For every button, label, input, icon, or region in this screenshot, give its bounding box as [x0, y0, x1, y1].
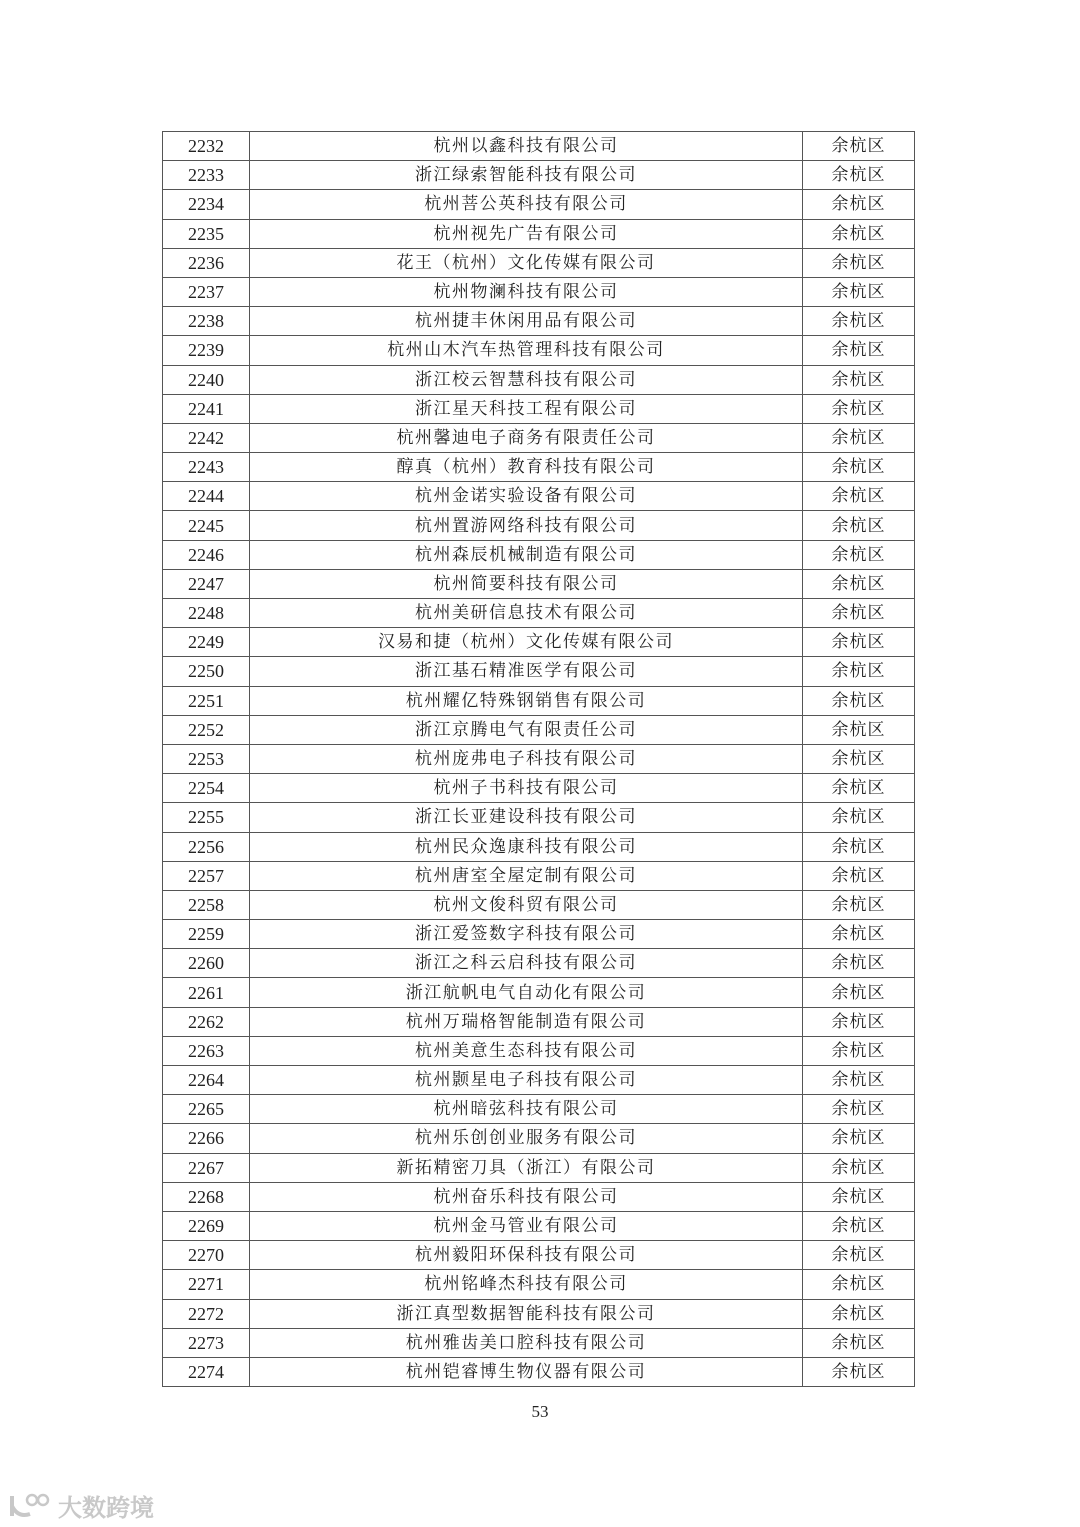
district: 余杭区	[803, 307, 915, 336]
company-name: 杭州简要科技有限公司	[250, 569, 803, 598]
table-row	[163, 394, 915, 423]
table-row	[163, 307, 915, 336]
row-number: 2258	[163, 890, 250, 919]
row-number: 2244	[163, 482, 250, 511]
company-name: 杭州万瑞格智能制造有限公司	[250, 1007, 803, 1036]
company-name: 杭州奋乐科技有限公司	[250, 1182, 803, 1211]
row-number: 2265	[163, 1095, 250, 1124]
table-row	[163, 1357, 915, 1386]
table-row	[163, 190, 915, 219]
table-row	[163, 277, 915, 306]
table-row	[163, 453, 915, 482]
company-name: 杭州民众逸康科技有限公司	[250, 832, 803, 861]
table-row	[163, 774, 915, 803]
district: 余杭区	[803, 1124, 915, 1153]
district: 余杭区	[803, 1328, 915, 1357]
company-name: 杭州菩公英科技有限公司	[250, 190, 803, 219]
row-number: 2245	[163, 511, 250, 540]
district: 余杭区	[803, 920, 915, 949]
table-row	[163, 132, 915, 161]
company-name: 杭州金诺实验设备有限公司	[250, 482, 803, 511]
company-name: 杭州雅齿美口腔科技有限公司	[250, 1328, 803, 1357]
row-number: 2234	[163, 190, 250, 219]
company-name: 浙江真型数据智能科技有限公司	[250, 1299, 803, 1328]
company-name: 杭州耀亿特殊钢销售有限公司	[250, 686, 803, 715]
row-number: 2246	[163, 540, 250, 569]
company-name: 杭州庞弗电子科技有限公司	[250, 744, 803, 773]
row-number: 2259	[163, 920, 250, 949]
table-row	[163, 540, 915, 569]
table-row	[163, 832, 915, 861]
company-name: 杭州以鑫科技有限公司	[250, 132, 803, 161]
company-name: 浙江爱签数字科技有限公司	[250, 920, 803, 949]
table-row	[163, 803, 915, 832]
district: 余杭区	[803, 453, 915, 482]
district: 余杭区	[803, 540, 915, 569]
row-number: 2250	[163, 657, 250, 686]
district: 余杭区	[803, 132, 915, 161]
company-name: 汉易和捷（杭州）文化传媒有限公司	[250, 628, 803, 657]
table-row	[163, 978, 915, 1007]
table-row	[163, 686, 915, 715]
company-name: 杭州美意生态科技有限公司	[250, 1036, 803, 1065]
district: 余杭区	[803, 832, 915, 861]
district: 余杭区	[803, 599, 915, 628]
table-row	[163, 569, 915, 598]
district: 余杭区	[803, 774, 915, 803]
company-name: 新拓精密刀具（浙江）有限公司	[250, 1153, 803, 1182]
company-name: 杭州视先广告有限公司	[250, 219, 803, 248]
district: 余杭区	[803, 890, 915, 919]
company-name: 浙江京腾电气有限责任公司	[250, 715, 803, 744]
row-number: 2249	[163, 628, 250, 657]
row-number: 2261	[163, 978, 250, 1007]
company-name: 浙江绿索智能科技有限公司	[250, 161, 803, 190]
district: 余杭区	[803, 657, 915, 686]
table-row	[163, 1211, 915, 1240]
district: 余杭区	[803, 394, 915, 423]
row-number: 2243	[163, 453, 250, 482]
row-number: 2270	[163, 1241, 250, 1270]
district: 余杭区	[803, 336, 915, 365]
table-row	[163, 511, 915, 540]
row-number: 2238	[163, 307, 250, 336]
row-number: 2263	[163, 1036, 250, 1065]
row-number: 2237	[163, 277, 250, 306]
watermark-text: 大数跨境	[58, 1494, 154, 1522]
district: 余杭区	[803, 569, 915, 598]
row-number: 2247	[163, 569, 250, 598]
district: 余杭区	[803, 1357, 915, 1386]
table-row	[163, 482, 915, 511]
company-name: 杭州毅阳环保科技有限公司	[250, 1241, 803, 1270]
company-name: 浙江航帆电气自动化有限公司	[250, 978, 803, 1007]
row-number: 2240	[163, 365, 250, 394]
table-row	[163, 248, 915, 277]
district: 余杭区	[803, 1036, 915, 1065]
row-number: 2273	[163, 1328, 250, 1357]
row-number: 2254	[163, 774, 250, 803]
district: 余杭区	[803, 365, 915, 394]
table-row	[163, 920, 915, 949]
table-row	[163, 1299, 915, 1328]
row-number: 2262	[163, 1007, 250, 1036]
table-row	[163, 1153, 915, 1182]
district: 余杭区	[803, 1095, 915, 1124]
company-name: 浙江长亚建设科技有限公司	[250, 803, 803, 832]
page-number: 53	[531, 1402, 549, 1421]
district: 余杭区	[803, 949, 915, 978]
table-row	[163, 1270, 915, 1299]
company-name: 杭州文俊科贸有限公司	[250, 890, 803, 919]
table-row	[163, 599, 915, 628]
table-row	[163, 336, 915, 365]
table-row	[163, 1066, 915, 1095]
district: 余杭区	[803, 1153, 915, 1182]
district: 余杭区	[803, 803, 915, 832]
company-name: 杭州铭峰杰科技有限公司	[250, 1270, 803, 1299]
company-name: 杭州山木汽车热管理科技有限公司	[250, 336, 803, 365]
district: 余杭区	[803, 1182, 915, 1211]
row-number: 2252	[163, 715, 250, 744]
table-row	[163, 365, 915, 394]
company-name: 杭州馨迪电子商务有限责任公司	[250, 423, 803, 452]
company-name: 杭州铠睿博生物仪器有限公司	[250, 1357, 803, 1386]
table-row	[163, 219, 915, 248]
row-number: 2242	[163, 423, 250, 452]
table-row	[163, 1007, 915, 1036]
district: 余杭区	[803, 1211, 915, 1240]
district: 余杭区	[803, 277, 915, 306]
table-row	[163, 1328, 915, 1357]
table-row	[163, 657, 915, 686]
row-number: 2235	[163, 219, 250, 248]
company-name: 杭州美研信息技术有限公司	[250, 599, 803, 628]
row-number: 2271	[163, 1270, 250, 1299]
company-name: 浙江校云智慧科技有限公司	[250, 365, 803, 394]
table-row	[163, 628, 915, 657]
table-row	[163, 1036, 915, 1065]
district: 余杭区	[803, 686, 915, 715]
table-row	[163, 744, 915, 773]
district: 余杭区	[803, 1270, 915, 1299]
table-row	[163, 1241, 915, 1270]
row-number: 2266	[163, 1124, 250, 1153]
company-name: 浙江之科云启科技有限公司	[250, 949, 803, 978]
company-name: 杭州唐室全屋定制有限公司	[250, 861, 803, 890]
row-number: 2232	[163, 132, 250, 161]
district: 余杭区	[803, 1241, 915, 1270]
company-table	[162, 131, 915, 1387]
district: 余杭区	[803, 715, 915, 744]
company-name: 浙江基石精准医学有限公司	[250, 657, 803, 686]
watermark	[8, 1488, 154, 1523]
table-row	[163, 861, 915, 890]
company-name: 杭州物澜科技有限公司	[250, 277, 803, 306]
district: 余杭区	[803, 219, 915, 248]
company-name: 杭州暗弦科技有限公司	[250, 1095, 803, 1124]
row-number: 2253	[163, 744, 250, 773]
company-name: 杭州森辰机械制造有限公司	[250, 540, 803, 569]
row-number: 2260	[163, 949, 250, 978]
row-number: 2274	[163, 1357, 250, 1386]
district: 余杭区	[803, 161, 915, 190]
table-row	[163, 1182, 915, 1211]
watermark-logo-icon	[8, 1492, 52, 1520]
row-number: 2255	[163, 803, 250, 832]
row-number: 2241	[163, 394, 250, 423]
district: 余杭区	[803, 511, 915, 540]
company-name: 杭州颢星电子科技有限公司	[250, 1066, 803, 1095]
district: 余杭区	[803, 482, 915, 511]
row-number: 2239	[163, 336, 250, 365]
row-number: 2256	[163, 832, 250, 861]
row-number: 2248	[163, 599, 250, 628]
company-name: 杭州乐创创业服务有限公司	[250, 1124, 803, 1153]
district: 余杭区	[803, 190, 915, 219]
company-name: 杭州捷丰休闲用品有限公司	[250, 307, 803, 336]
row-number: 2251	[163, 686, 250, 715]
table-row	[163, 890, 915, 919]
table-row	[163, 161, 915, 190]
district: 余杭区	[803, 978, 915, 1007]
row-number: 2233	[163, 161, 250, 190]
company-name: 杭州置游网络科技有限公司	[250, 511, 803, 540]
district: 余杭区	[803, 423, 915, 452]
row-number: 2264	[163, 1066, 250, 1095]
company-name: 花王（杭州）文化传媒有限公司	[250, 248, 803, 277]
company-name: 浙江星天科技工程有限公司	[250, 394, 803, 423]
row-number: 2269	[163, 1211, 250, 1240]
company-name: 杭州子书科技有限公司	[250, 774, 803, 803]
district: 余杭区	[803, 628, 915, 657]
row-number: 2257	[163, 861, 250, 890]
district: 余杭区	[803, 1299, 915, 1328]
district: 余杭区	[803, 1007, 915, 1036]
table-row	[163, 715, 915, 744]
district: 余杭区	[803, 248, 915, 277]
table-row	[163, 1124, 915, 1153]
row-number: 2268	[163, 1182, 250, 1211]
row-number: 2267	[163, 1153, 250, 1182]
row-number: 2236	[163, 248, 250, 277]
district: 余杭区	[803, 744, 915, 773]
table-row	[163, 1095, 915, 1124]
company-name: 杭州金马管业有限公司	[250, 1211, 803, 1240]
company-name: 醇真（杭州）教育科技有限公司	[250, 453, 803, 482]
district: 余杭区	[803, 1066, 915, 1095]
row-number: 2272	[163, 1299, 250, 1328]
table-row	[163, 423, 915, 452]
district: 余杭区	[803, 861, 915, 890]
table-row	[163, 949, 915, 978]
